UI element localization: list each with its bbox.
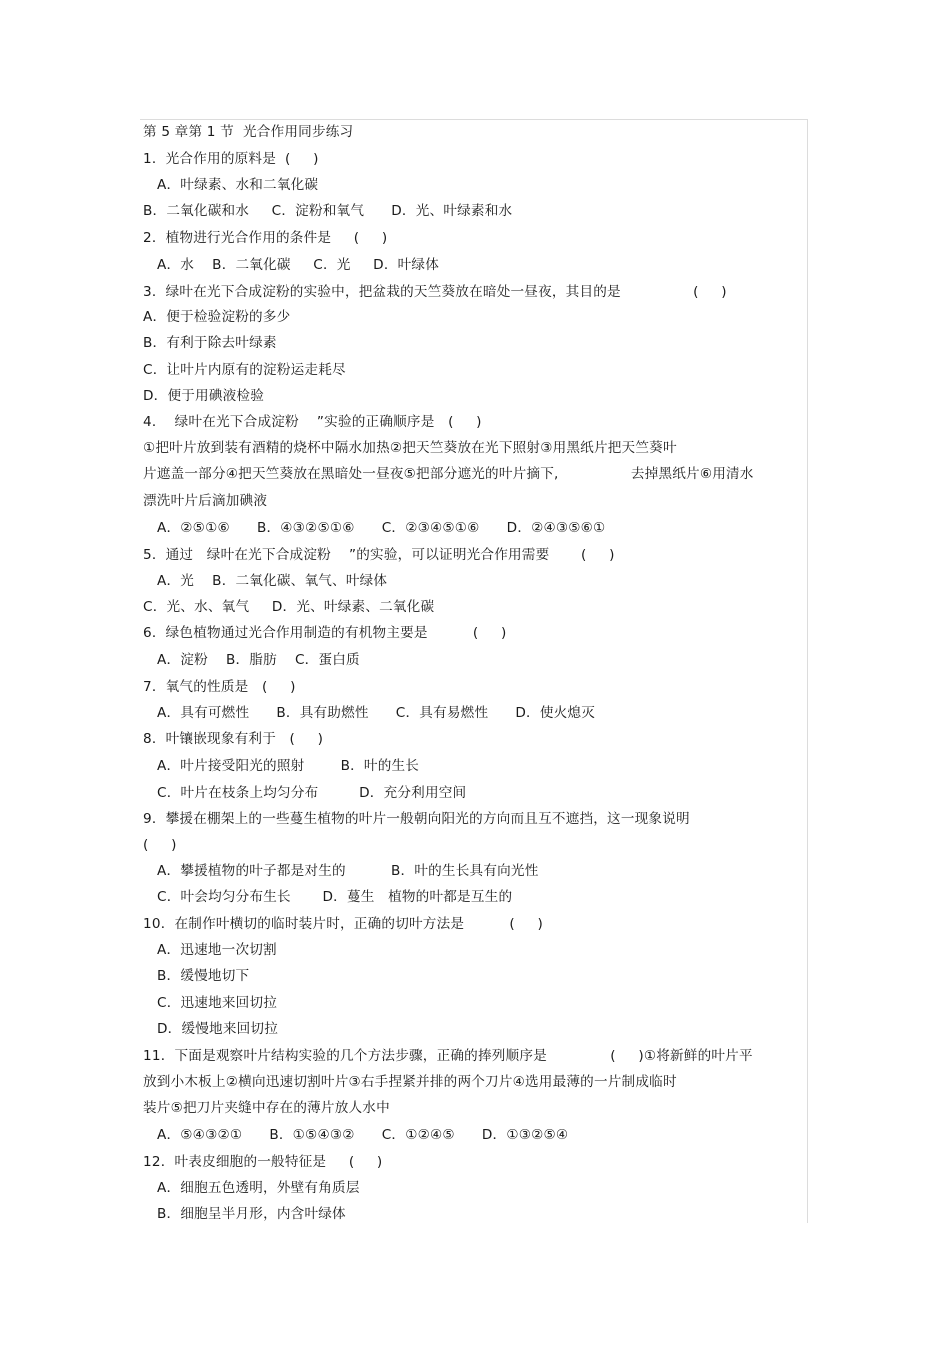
question-9: 9．攀援在棚架上的一些蔓生植物的叶片一般朝向阳光的方向而且互不遮挡，这一现象说明 — [143, 811, 690, 827]
page-border-right — [807, 119, 808, 1223]
question-5: 5．通过 绿叶在光下合成淀粉 ”的实验，可以证明光合作用需要 ( ) — [143, 547, 615, 563]
question-3-option-c: C．让叶片内原有的淀粉运走耗尽 — [143, 362, 346, 378]
question-10-option-d: D．缓慢地来回切拉 — [157, 1021, 279, 1037]
question-11: 11．下面是观察叶片结构实验的几个方法步骤，正确的捧列顺序是 ( )①将新鲜的叶片平 — [143, 1048, 753, 1064]
question-12-option-a: A．细胞五色透明，外壁有角质层 — [157, 1180, 360, 1196]
question-2-options: A．水 B．二氧化碳 C．光 D．叶绿体 — [157, 257, 439, 273]
question-7: 7．氧气的性质是 ( ) — [143, 679, 296, 695]
question-11-options: A．⑤④③②① B．①⑤④③② C．①②④⑤ D．①③②⑤④ — [157, 1127, 569, 1143]
question-9-bracket: ( ) — [143, 837, 177, 853]
question-5-options-ab: A．光 B．二氧化碳、氧气、叶绿体 — [157, 573, 388, 589]
question-4-steps-line-2: 片遮盖一部分④把天竺葵放在黑暗处一昼夜⑤把部分遮光的叶片摘下, 去掉黑纸片⑥用清水 — [143, 466, 754, 482]
question-1-option-a: A．叶绿素、水和二氧化碳 — [157, 177, 319, 193]
question-3: 3．绿叶在光下合成淀粉的实验中，把盆栽的天竺葵放在暗处一昼夜，其目的是 ( ) — [143, 284, 727, 300]
question-8: 8．叶镶嵌现象有利于 ( ) — [143, 731, 324, 747]
question-3-option-d: D．便于用碘液检验 — [143, 388, 265, 404]
question-10-option-a: A．迅速地一次切割 — [157, 942, 277, 958]
question-12-option-b: B．细胞呈半月形，内含叶绿体 — [157, 1206, 346, 1222]
question-12: 12．叶表皮细胞的一般特征是 ( ) — [143, 1154, 383, 1170]
question-3-option-b: B．有利于除去叶绿素 — [143, 335, 277, 351]
question-8-options-ab: A．叶片接受阳光的照射 B．叶的生长 — [157, 758, 420, 774]
question-10: 10．在制作叶横切的临时装片时，正确的切叶方法是 ( ) — [143, 916, 543, 932]
question-1: 1．光合作用的原料是 ( ) — [143, 151, 319, 167]
question-1-options-bcd: B．二氧化碳和水 C．淀粉和氧气 D．光、叶绿素和水 — [143, 203, 513, 219]
page-title: 第 5 章第 1 节 光合作用同步练习 — [143, 124, 354, 140]
question-4-steps-line-1: ①把叶片放到装有酒精的烧杯中隔水加热②把天竺葵放在光下照射③用黑纸片把天竺葵叶 — [143, 440, 677, 456]
question-4: 4． 绿叶在光下合成淀粉 ”实验的正确顺序是 ( ) — [143, 414, 482, 430]
question-11-steps-line-2: 装片⑤把刀片夹缝中存在的薄片放人水中 — [143, 1100, 390, 1116]
question-8-options-cd: C．叶片在枝条上均匀分布 D．充分利用空间 — [157, 785, 467, 801]
question-9-options-ab: A．攀援植物的叶子都是对生的 B．叶的生长具有向光性 — [157, 863, 539, 879]
question-7-options: A．具有可燃性 B．具有助燃性 C．具有易燃性 D．使火熄灭 — [157, 705, 596, 721]
question-4-options: A．②⑤①⑥ B．④③②⑤①⑥ C．②③④⑤①⑥ D．②④③⑤⑥① — [157, 520, 606, 536]
question-6: 6．绿色植物通过光合作用制造的有机物主要是 ( ) — [143, 625, 507, 641]
question-9-options-cd: C．叶会均匀分布生长 D．蔓生 植物的叶都是互生的 — [157, 889, 513, 905]
question-2: 2．植物进行光合作用的条件是 ( ) — [143, 230, 388, 246]
question-6-options: A．淀粉 B．脂肪 C．蛋白质 — [157, 652, 360, 668]
page-border-top — [140, 119, 808, 120]
question-5-options-cd: C．光、水、氧气 D．光、叶绿素、二氧化碳 — [143, 599, 435, 615]
question-11-steps-line-1: 放到小木板上②横向迅速切割叶片③右手捏紧并排的两个刀片④选用最薄的一片制成临时 — [143, 1074, 677, 1090]
question-4-steps-line-3: 漂洗叶片后滴加碘液 — [143, 493, 268, 509]
question-10-option-c: C．迅速地来回切拉 — [157, 995, 278, 1011]
question-10-option-b: B．缓慢地切下 — [157, 968, 250, 984]
question-3-option-a: A．便于检验淀粉的多少 — [143, 309, 291, 325]
